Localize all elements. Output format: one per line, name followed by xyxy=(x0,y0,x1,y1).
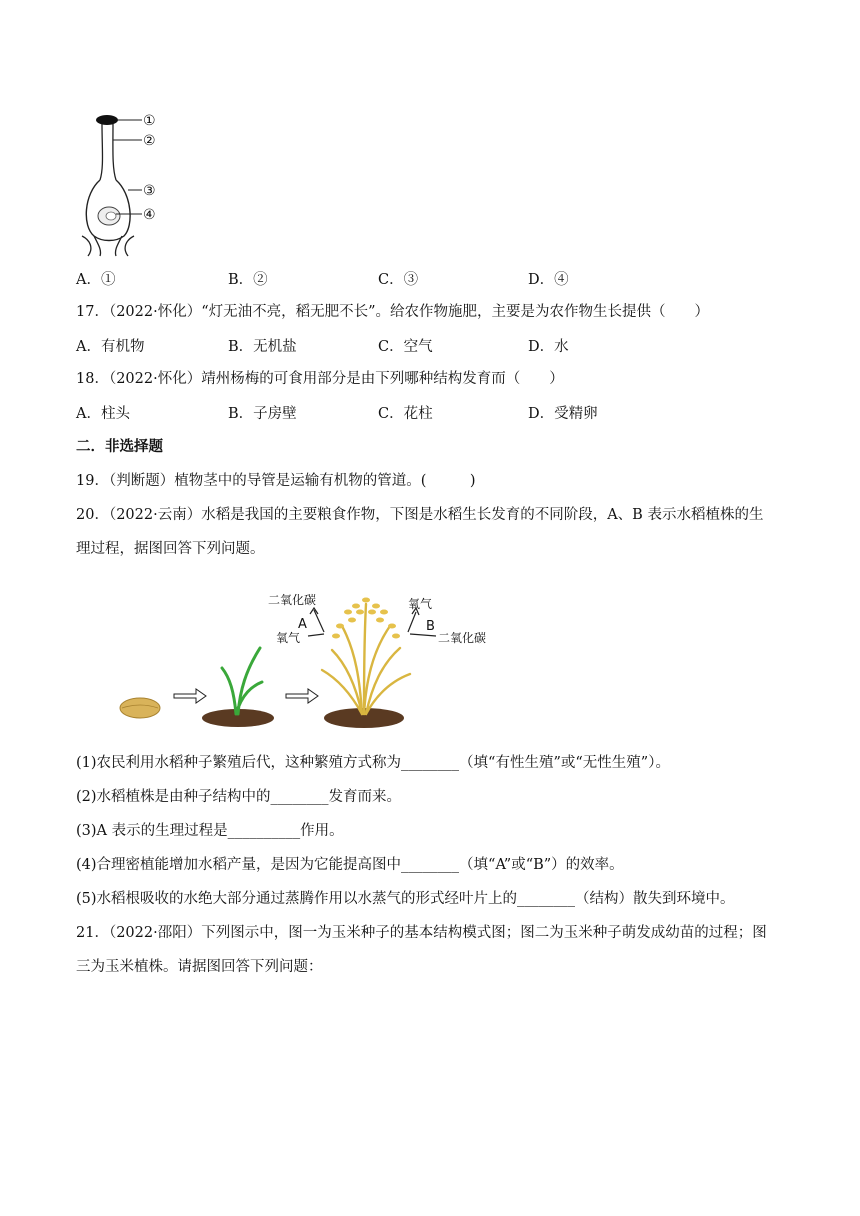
receptacle-shape xyxy=(82,236,134,256)
label-B: B xyxy=(426,619,435,634)
q16-option-c: C．③ xyxy=(378,272,419,288)
q20-sub-3: (3)A 表示的生理过程是__________作用。 xyxy=(76,823,344,839)
q16-option-b: B．② xyxy=(228,272,268,288)
stigma-shape xyxy=(96,115,118,125)
q18-stem: 18．（2022·怀化）靖州杨梅的可食用部分是由下列哪种结构发育而（ ） xyxy=(76,371,564,387)
q20-stem-line2: 理过程，据图回答下列问题。 xyxy=(76,541,265,557)
rice-seed xyxy=(120,698,160,718)
q20-sub-4: (4)合理密植能增加水稻产量，是因为它能提高图中________（填“A”或“B”）的效率。 xyxy=(76,857,624,873)
seedling xyxy=(222,648,262,714)
label-2: ② xyxy=(143,133,156,149)
q18-option-a: A．柱头 xyxy=(76,406,130,422)
q18-option-d: D．受精卵 xyxy=(528,406,598,422)
arrow-2 xyxy=(286,689,318,703)
q16-option-a: A．① xyxy=(76,272,116,288)
style-shape xyxy=(100,124,116,180)
q21-stem-line1: 21．（2022·邵阳）下列图示中，图一为玉米种子的基本结构模式图；图二为玉米种子萌发成幼苗的过程；图 xyxy=(76,925,767,941)
q17-stem: 17．（2022·怀化）“灯无油不亮，稻无肥不长”。给农作物施肥，主要是为农作物生长提供（ ） xyxy=(76,304,710,320)
q20-sub-2: (2)水稻植株是由种子结构中的________发育而来。 xyxy=(76,789,402,805)
pistil-diagram xyxy=(76,108,186,258)
label-co2-top: 二氧化碳 xyxy=(268,593,317,607)
q20-sub-1: (1)农民利用水稻种子繁殖后代，这种繁殖方式称为________（填“有性生殖”或“无性生殖”）。 xyxy=(76,755,670,771)
q16-option-d: D．④ xyxy=(528,272,569,288)
label-A: A xyxy=(298,617,307,632)
q17-option-c: C．空气 xyxy=(378,339,433,355)
q21-stem-line2: 三为玉米植株。请据图回答下列问题： xyxy=(76,959,323,975)
label-3: ③ xyxy=(143,183,156,199)
q17-option-d: D．水 xyxy=(528,339,569,355)
label-1: ① xyxy=(143,113,156,129)
q17-option-a: A．有机物 xyxy=(76,339,145,355)
rice-growth-diagram xyxy=(110,582,510,732)
mature-rice-plant xyxy=(322,604,410,714)
section-title: 二．非选择题 xyxy=(76,438,163,455)
q17-option-b: B．无机盐 xyxy=(228,339,297,355)
arrow-1 xyxy=(174,689,206,703)
label-o2-left: 氧气 xyxy=(276,631,301,645)
q19-stem: 19．（判断题）植物茎中的导管是运输有机物的管道。( ) xyxy=(76,473,476,489)
q18-option-b: B．子房壁 xyxy=(228,406,297,422)
label-co2-right: 二氧化碳 xyxy=(438,631,487,645)
label-4: ④ xyxy=(143,207,156,223)
q20-stem-line1: 20．（2022·云南）水稻是我国的主要粮食作物，下图是水稻生长发育的不同阶段，A、B 表示水稻植株的生 xyxy=(76,507,764,523)
label-o2-right: 氧气 xyxy=(408,597,433,611)
q18-option-c: C．花柱 xyxy=(378,406,433,422)
q20-sub-5: (5)水稻根吸收的水绝大部分通过蒸腾作用以水蒸气的形式经叶片上的________（结构）散失到环境中。 xyxy=(76,891,735,907)
